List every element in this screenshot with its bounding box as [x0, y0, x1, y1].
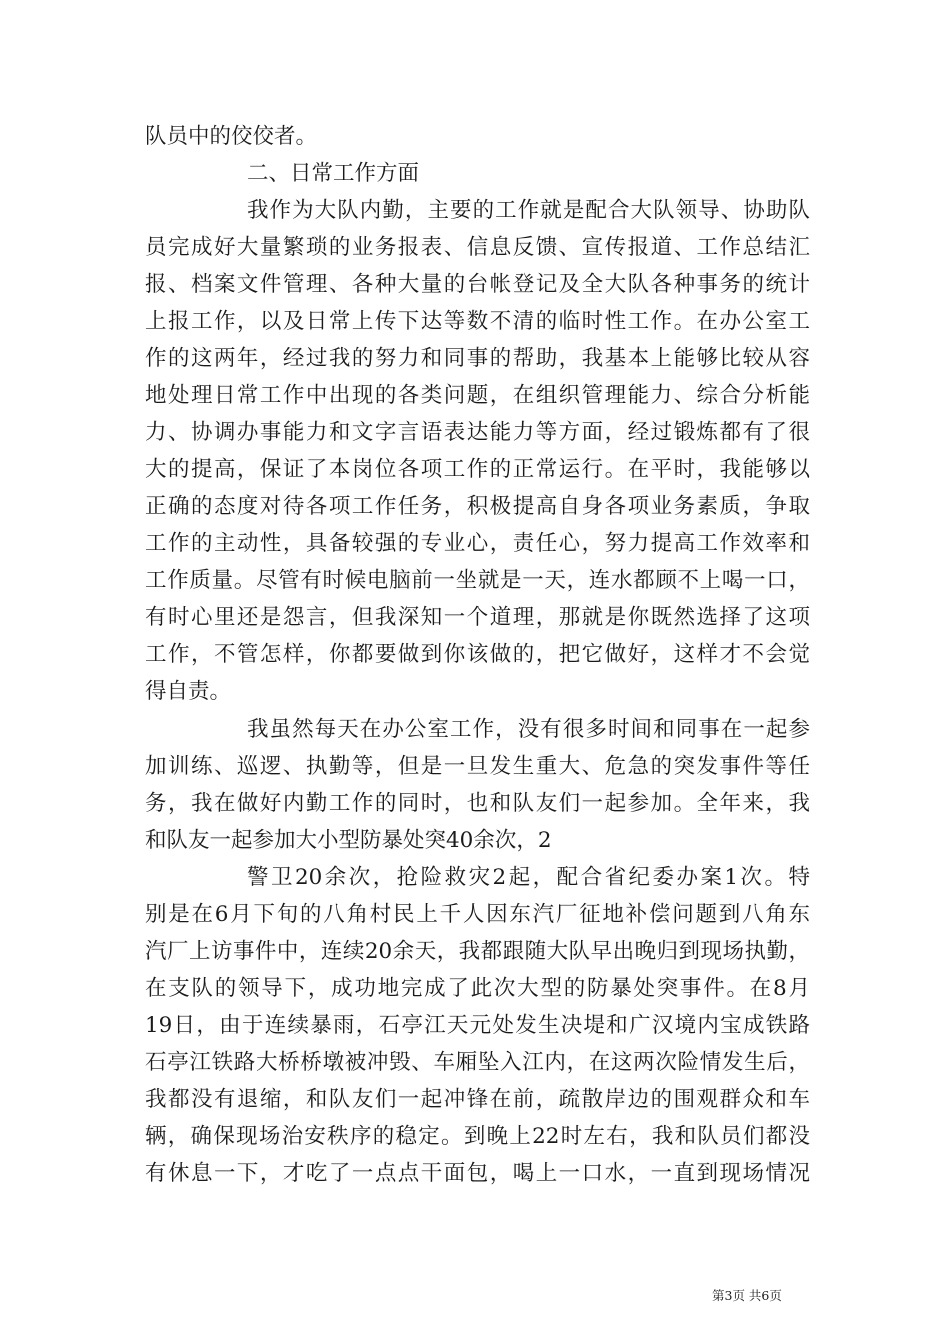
text-line: 上报工作，以及日常上传下达等数不清的临时性工作。在办公室工 — [145, 309, 810, 334]
text-line: 汽厂上访事件中，连续20余天，我都跟随大队早出晚归到现场执勤， — [145, 939, 810, 964]
text-line: 我作为大队内勤，主要的工作就是配合大队领导、协助队 — [247, 198, 810, 223]
text-line: 工作质量。尽管有时候电脑前一坐就是一天，连水都顾不上喝一口， — [145, 568, 810, 593]
text-line: 地处理日常工作中出现的各类问题，在组织管理能力、综合分析能 — [145, 383, 810, 408]
page-number-footer: 第3页 共6页 — [712, 1288, 782, 1303]
text-line: 工作的主动性，具备较强的专业心，责任心，努力提高工作效率和 — [145, 531, 810, 556]
text-line: 员完成好大量繁琐的业务报表、信息反馈、宣传报道、工作总结汇 — [145, 235, 810, 260]
text-line: 我都没有退缩，和队友们一起冲锋在前，疏散岸边的围观群众和车 — [145, 1087, 810, 1112]
text-line: 19日，由于连续暴雨，石亭江天元处发生决堤和广汉境内宝成铁路 — [145, 1013, 810, 1038]
text-line: 力、协调办事能力和文字言语表达能力等方面，经过锻炼都有了很 — [145, 420, 810, 445]
text-line: 有时心里还是怨言，但我深知一个道理，那就是你既然选择了这项 — [145, 605, 810, 630]
text-line: 务，我在做好内勤工作的同时，也和队友们一起参加。全年来，我 — [145, 791, 810, 816]
text-line: 别是在6月下旬的八角村民上千人因东汽厂征地补偿问题到八角东 — [145, 902, 810, 927]
text-line: 加训练、巡逻、执勤等，但是一旦发生重大、危急的突发事件等任 — [145, 754, 810, 779]
text-line: 得自责。 — [145, 679, 232, 704]
text-line: 辆，确保现场治安秩序的稳定。到晚上22时左右，我和队员们都没 — [145, 1124, 810, 1149]
text-line: 作的这两年，经过我的努力和同事的帮助，我基本上能够比较从容 — [145, 346, 810, 371]
text-line: 工作，不管怎样，你都要做到你该做的，把它做好，这样才不会觉 — [145, 642, 810, 667]
text-line: 我虽然每天在办公室工作，没有很多时间和同事在一起参 — [247, 717, 810, 742]
text-line: 石亭江铁路大桥桥墩被冲毁、车厢坠入江内，在这两次险情发生后， — [145, 1050, 810, 1075]
text-line: 有休息一下，才吃了一点点干面包，喝上一口水，一直到现场情况 — [145, 1161, 810, 1186]
text-line: 正确的态度对待各项工作任务，积极提高自身各项业务素质，争取 — [145, 494, 810, 519]
text-line: 报、档案文件管理、各种大量的台帐登记及全大队各种事务的统计 — [145, 272, 810, 297]
text-line: 队员中的佼佼者。 — [145, 124, 318, 149]
text-line: 和队友一起参加大小型防暴处突40余次，2 — [145, 828, 552, 853]
text-line: 大的提高，保证了本岗位各项工作的正常运行。在平时，我能够以 — [145, 457, 810, 482]
section-heading: 二、日常工作方面 — [247, 161, 420, 186]
text-line: 警卫20余次，抢险救灾2起，配合省纪委办案1次。特 — [247, 865, 810, 890]
text-line: 在支队的领导下，成功地完成了此次大型的防暴处突事件。在8月 — [145, 976, 810, 1001]
